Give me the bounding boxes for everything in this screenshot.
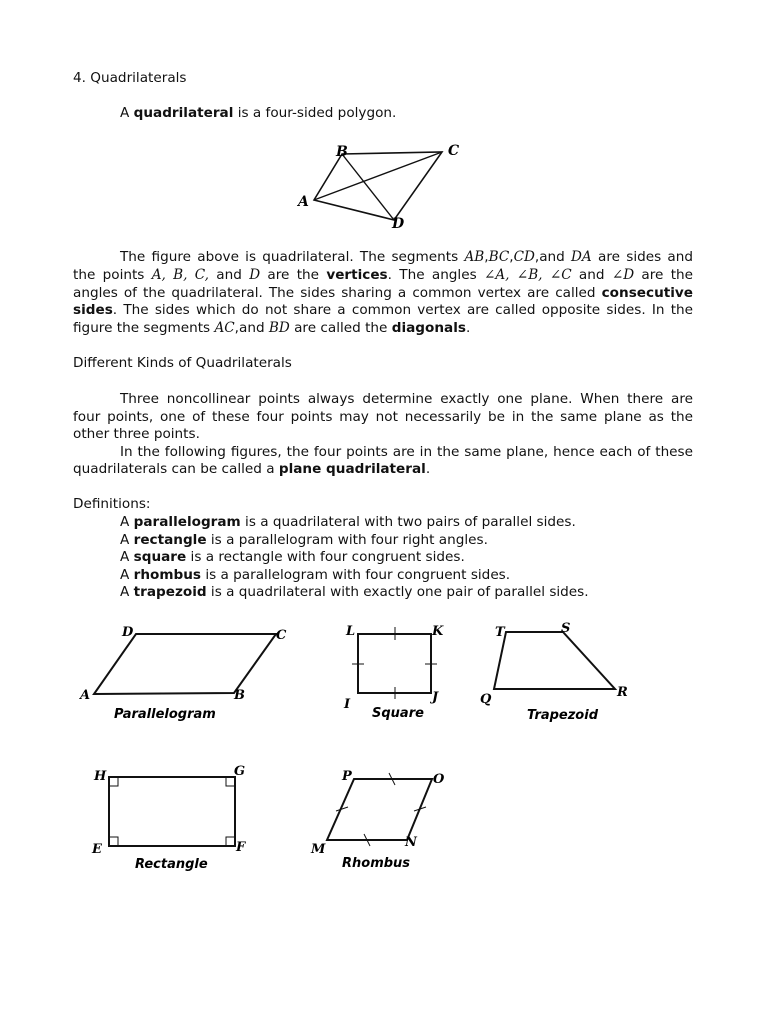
- term-consecutive: consecutive: [601, 285, 693, 301]
- rectangle-caption: Rectangle: [135, 857, 208, 872]
- parallelogram-shape: [94, 634, 276, 694]
- term-plane-quadrilateral: plane quadrilateral: [278, 461, 426, 477]
- rhombus-label-m: M: [311, 842, 326, 857]
- section-heading: 4. Quadrilaterals: [73, 70, 187, 86]
- rectangle-right-angle-f: [226, 837, 235, 846]
- trapezoid-label-s: S: [561, 621, 571, 636]
- trapezoid-caption: Trapezoid: [527, 708, 599, 723]
- parallelogram-label-d: D: [122, 625, 134, 640]
- rhombus-shape: [327, 779, 432, 840]
- rectangle-label-g: G: [234, 764, 246, 779]
- para2-line5: quadrilaterals can be called a plane quadrilateral.: [73, 461, 431, 477]
- para1-line2: the points A, B, C, and D are the vertices. The angles ∠A, ∠B, ∠C and ∠D are the: [73, 267, 694, 283]
- para2-line3: other three points.: [73, 426, 200, 442]
- quadrilateral-figure: [290, 138, 480, 233]
- parallelogram-label-a: A: [80, 688, 91, 703]
- trapezoid-figure: [480, 621, 628, 723]
- diagonal-ac: [314, 152, 442, 200]
- rectangle-label-h: H: [94, 769, 107, 784]
- intro-sentence: A quadrilateral is a four-sided polygon.: [120, 105, 397, 121]
- definitions-label: Definitions:: [73, 496, 151, 512]
- trapezoid-label-r: R: [617, 685, 628, 700]
- vertex-label-a: A: [298, 194, 309, 210]
- rectangle-right-angle-h: [109, 777, 118, 786]
- para1-line4: sides. The sides which do not share a common vertex are called opposite sides. In the: [73, 302, 693, 318]
- trapezoid-shape: [494, 632, 615, 689]
- trapezoid-label-q: Q: [480, 692, 492, 707]
- subheading: Different Kinds of Quadrilaterals: [73, 355, 292, 371]
- rectangle-label-f: F: [236, 840, 246, 855]
- square-label-k: K: [432, 624, 444, 639]
- parallelogram-figure: [78, 625, 287, 722]
- square-figure: [343, 624, 444, 721]
- para1-line3: angles of the quadrilateral. The sides sharing a common vertex are called consecutive: [73, 285, 693, 301]
- definition-square: A square is a rectangle with four congruent sides.: [120, 549, 465, 565]
- definition-rectangle: A rectangle is a parallelogram with four right angles.: [120, 532, 488, 548]
- term-sides: sides: [73, 302, 113, 318]
- square-label-i: I: [344, 697, 351, 712]
- rhombus-label-n: N: [405, 835, 417, 850]
- term-diagonals: diagonals: [391, 320, 466, 336]
- definition-parallelogram: A parallelogram is a quadrilateral with two pairs of parallel sides.: [120, 514, 576, 530]
- rectangle-shape: [109, 777, 235, 846]
- quadrilateral-outline: [314, 152, 442, 220]
- square-shape: [358, 634, 431, 693]
- para2-line4: In the following figures, the four points are in the same plane, hence each of these: [120, 444, 693, 460]
- para2-line1: Three noncollinear points always determine exactly one plane. When there are: [120, 391, 693, 407]
- vertex-label-d: D: [392, 216, 405, 232]
- para2-line2: four points, one of these four points may not necessarily be in the same plane as the: [73, 409, 693, 425]
- rhombus-figure: [310, 769, 445, 871]
- trapezoid-label-t: T: [495, 625, 505, 640]
- definition-rhombus: A rhombus is a parallelogram with four congruent sides.: [120, 567, 511, 583]
- parallelogram-label-c: C: [276, 628, 287, 643]
- rectangle-right-angle-e: [109, 837, 118, 846]
- term-quadrilateral: quadrilateral: [133, 105, 234, 121]
- rhombus-caption: Rhombus: [342, 856, 411, 871]
- square-label-l: L: [346, 624, 356, 639]
- rhombus-label-p: P: [342, 769, 352, 784]
- parallelogram-label-b: B: [234, 688, 245, 703]
- parallelogram-caption: Parallelogram: [114, 707, 216, 722]
- definition-trapezoid: A trapezoid is a quadrilateral with exactly one pair of parallel sides.: [120, 584, 589, 600]
- square-caption: Square: [372, 706, 424, 721]
- rhombus-label-o: O: [433, 772, 445, 787]
- rectangle-figure: [91, 764, 246, 872]
- vertex-label-b: B: [336, 144, 348, 160]
- rectangle-label-e: E: [92, 842, 102, 857]
- term-vertices: vertices: [326, 267, 388, 283]
- vertex-label-c: C: [448, 143, 460, 159]
- para1-line5: figure the segments AC,and BD are called the diagonals.: [73, 320, 471, 336]
- para1-line1: The figure above is quadrilateral. The segments AB,BC,CD,and DA are sides and: [120, 249, 693, 265]
- square-label-j: J: [432, 690, 439, 705]
- quadrilateral-types-figure: [70, 615, 650, 885]
